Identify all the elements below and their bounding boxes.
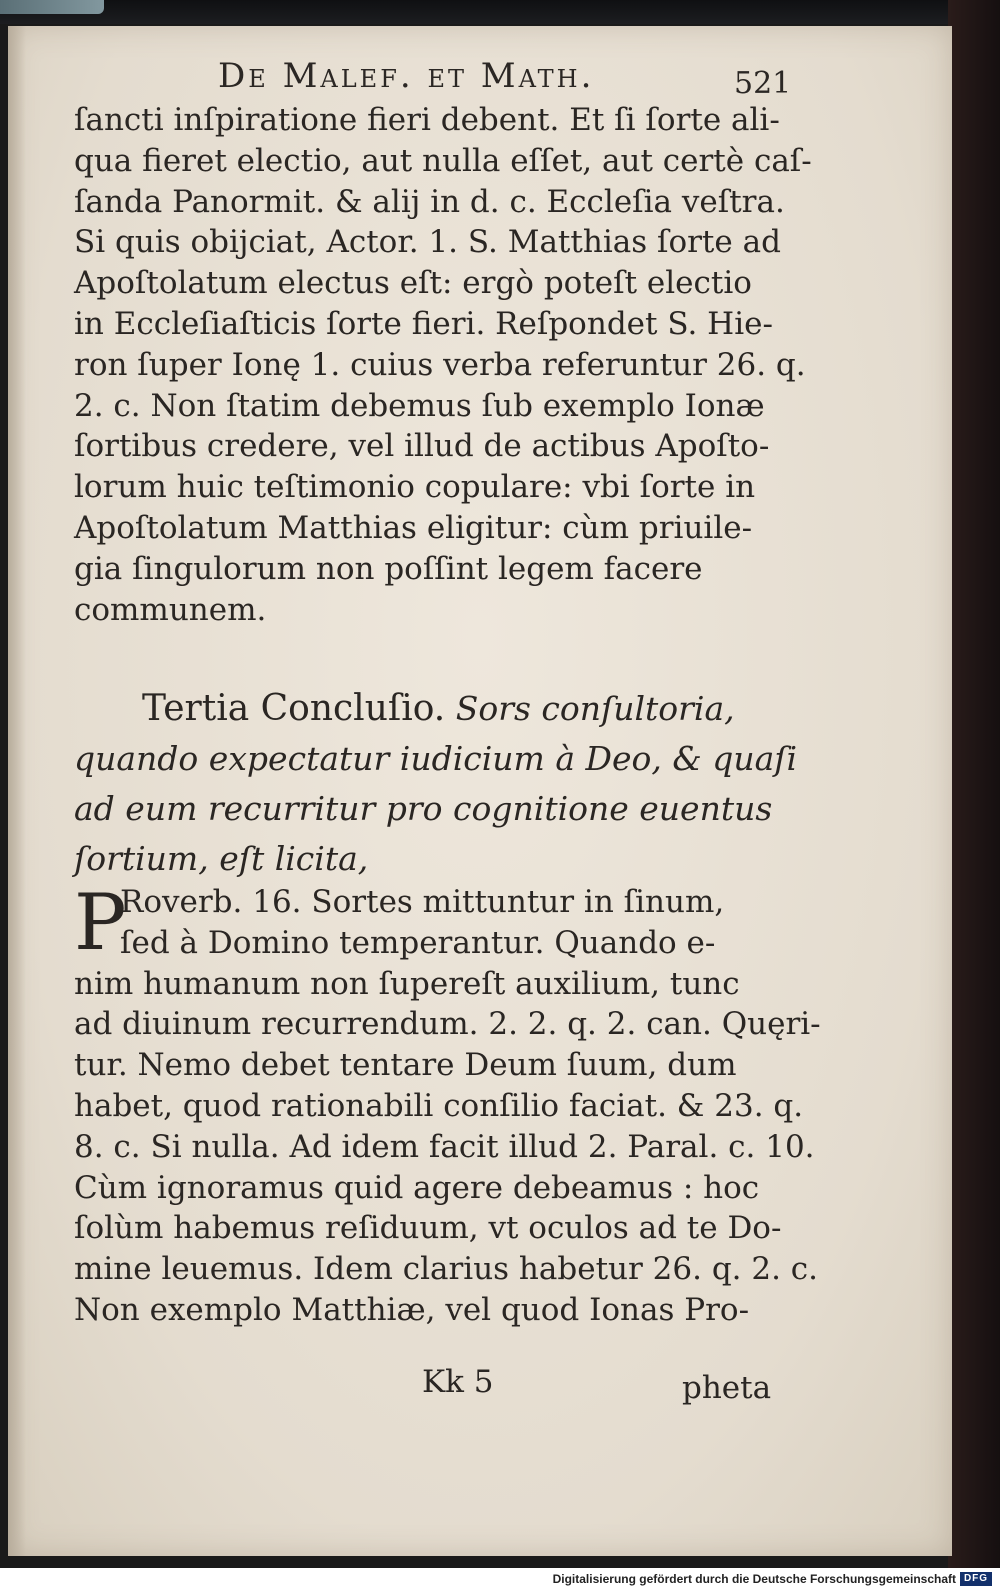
text-line: ſanda Panormit. & alij in d. c. Eccleſia veſtra. bbox=[74, 183, 785, 220]
text-line: ſortibus credere, vel illud de actibus Apoſto- bbox=[74, 428, 770, 465]
page-number: 521 bbox=[734, 66, 792, 101]
book-page bbox=[8, 26, 952, 1556]
text-line: 2. c. Non ſtatim debemus ſub exemplo Ionæ bbox=[74, 387, 765, 424]
text-line: lorum huic teſtimonio copulare: vbi ſorte in bbox=[74, 469, 756, 506]
text-line: ſolùm habemus reſiduum, vt oculos ad te Do- bbox=[74, 1210, 782, 1247]
funding-credit: Digitalisierung gefördert durch die Deutsche Forschungsgemeinschaft bbox=[552, 1572, 956, 1586]
text-line: qua fieret electio, aut nulla eſſet, aut certè caſ- bbox=[74, 142, 812, 179]
book-right-edge bbox=[948, 0, 1000, 1568]
text-line: mine leuemus. Idem clarius habetur 26. q. 2. c. bbox=[74, 1251, 819, 1288]
page-gutter-shadow bbox=[8, 26, 26, 1556]
text-line: ron ſuper Ionę 1. cuius verba referuntur 26. q. bbox=[74, 346, 806, 383]
book-top-edge bbox=[0, 0, 1000, 24]
conclusion-heading bbox=[74, 684, 798, 884]
text-line: ſancti inſpiratione fieri debent. Et ſi ſorte ali- bbox=[74, 102, 780, 138]
drop-capital: P bbox=[74, 878, 127, 968]
signature-mark: Kk 5 bbox=[422, 1364, 494, 1400]
running-title: De Malef. et Math. bbox=[218, 56, 595, 96]
heading-line: ſortium, eſt licita, bbox=[74, 839, 369, 878]
text-line: habet, quod rationabili conſilio faciat. & 23. q. bbox=[74, 1087, 804, 1124]
text-line: 8. c. Si nulla. Ad idem facit illud 2. Paral. c. 10. bbox=[74, 1128, 815, 1165]
paragraph-2 bbox=[74, 878, 821, 1331]
text-line: tur. Nemo debet tentare Deum ſuum, dum bbox=[74, 1047, 737, 1084]
dfg-logo: DFG bbox=[960, 1572, 992, 1586]
text-line: Apoſtolatum Matthias eligitur: cùm priuile- bbox=[74, 509, 753, 546]
text-line: Apoſtolatum electus eſt: ergò poteſt electio bbox=[74, 265, 752, 302]
text-line: nim humanum non ſupereſt auxilium, tunc bbox=[74, 965, 740, 1002]
text-line: Non exemplo Matthiæ, vel quod Ionas Pro- bbox=[74, 1291, 750, 1328]
heading-line: quando expectatur iudicium à Deo, & quaſi bbox=[74, 739, 798, 778]
text-line: in Eccleſiaſticis ſorte fieri. Reſpondet S. Hie- bbox=[74, 305, 773, 342]
text-line: Roverb. 16. Sortes mittuntur in ſinum, bbox=[120, 884, 725, 920]
catchword: pheta bbox=[682, 1370, 772, 1406]
text-line: gia ſingulorum non poſſint legem facere bbox=[74, 550, 703, 587]
text-line: communem. bbox=[74, 591, 267, 628]
bookmark-ribbon bbox=[0, 0, 104, 14]
text-line: ad diuinum recurrendum. 2. 2. q. 2. can. Quęri- bbox=[74, 1006, 821, 1043]
conclusion-label: Tertia Concluſio. bbox=[142, 688, 446, 729]
heading-line bbox=[74, 684, 794, 734]
text-line: ſed à Domino temperantur. Quando e- bbox=[120, 924, 716, 961]
paragraph-1 bbox=[74, 100, 812, 630]
text-line: Cùm ignoramus quid agere debeamus : hoc bbox=[74, 1169, 760, 1206]
catchline bbox=[74, 1364, 794, 1414]
text-line: Si quis obijciat, Actor. 1. S. Matthias ſorte ad bbox=[74, 224, 781, 261]
heading-line: ad eum recurritur pro cognitione euentus bbox=[74, 789, 773, 828]
conclusion-statement-start: Sors conſultoria, bbox=[455, 689, 735, 728]
digitization-footer bbox=[0, 1568, 1000, 1592]
